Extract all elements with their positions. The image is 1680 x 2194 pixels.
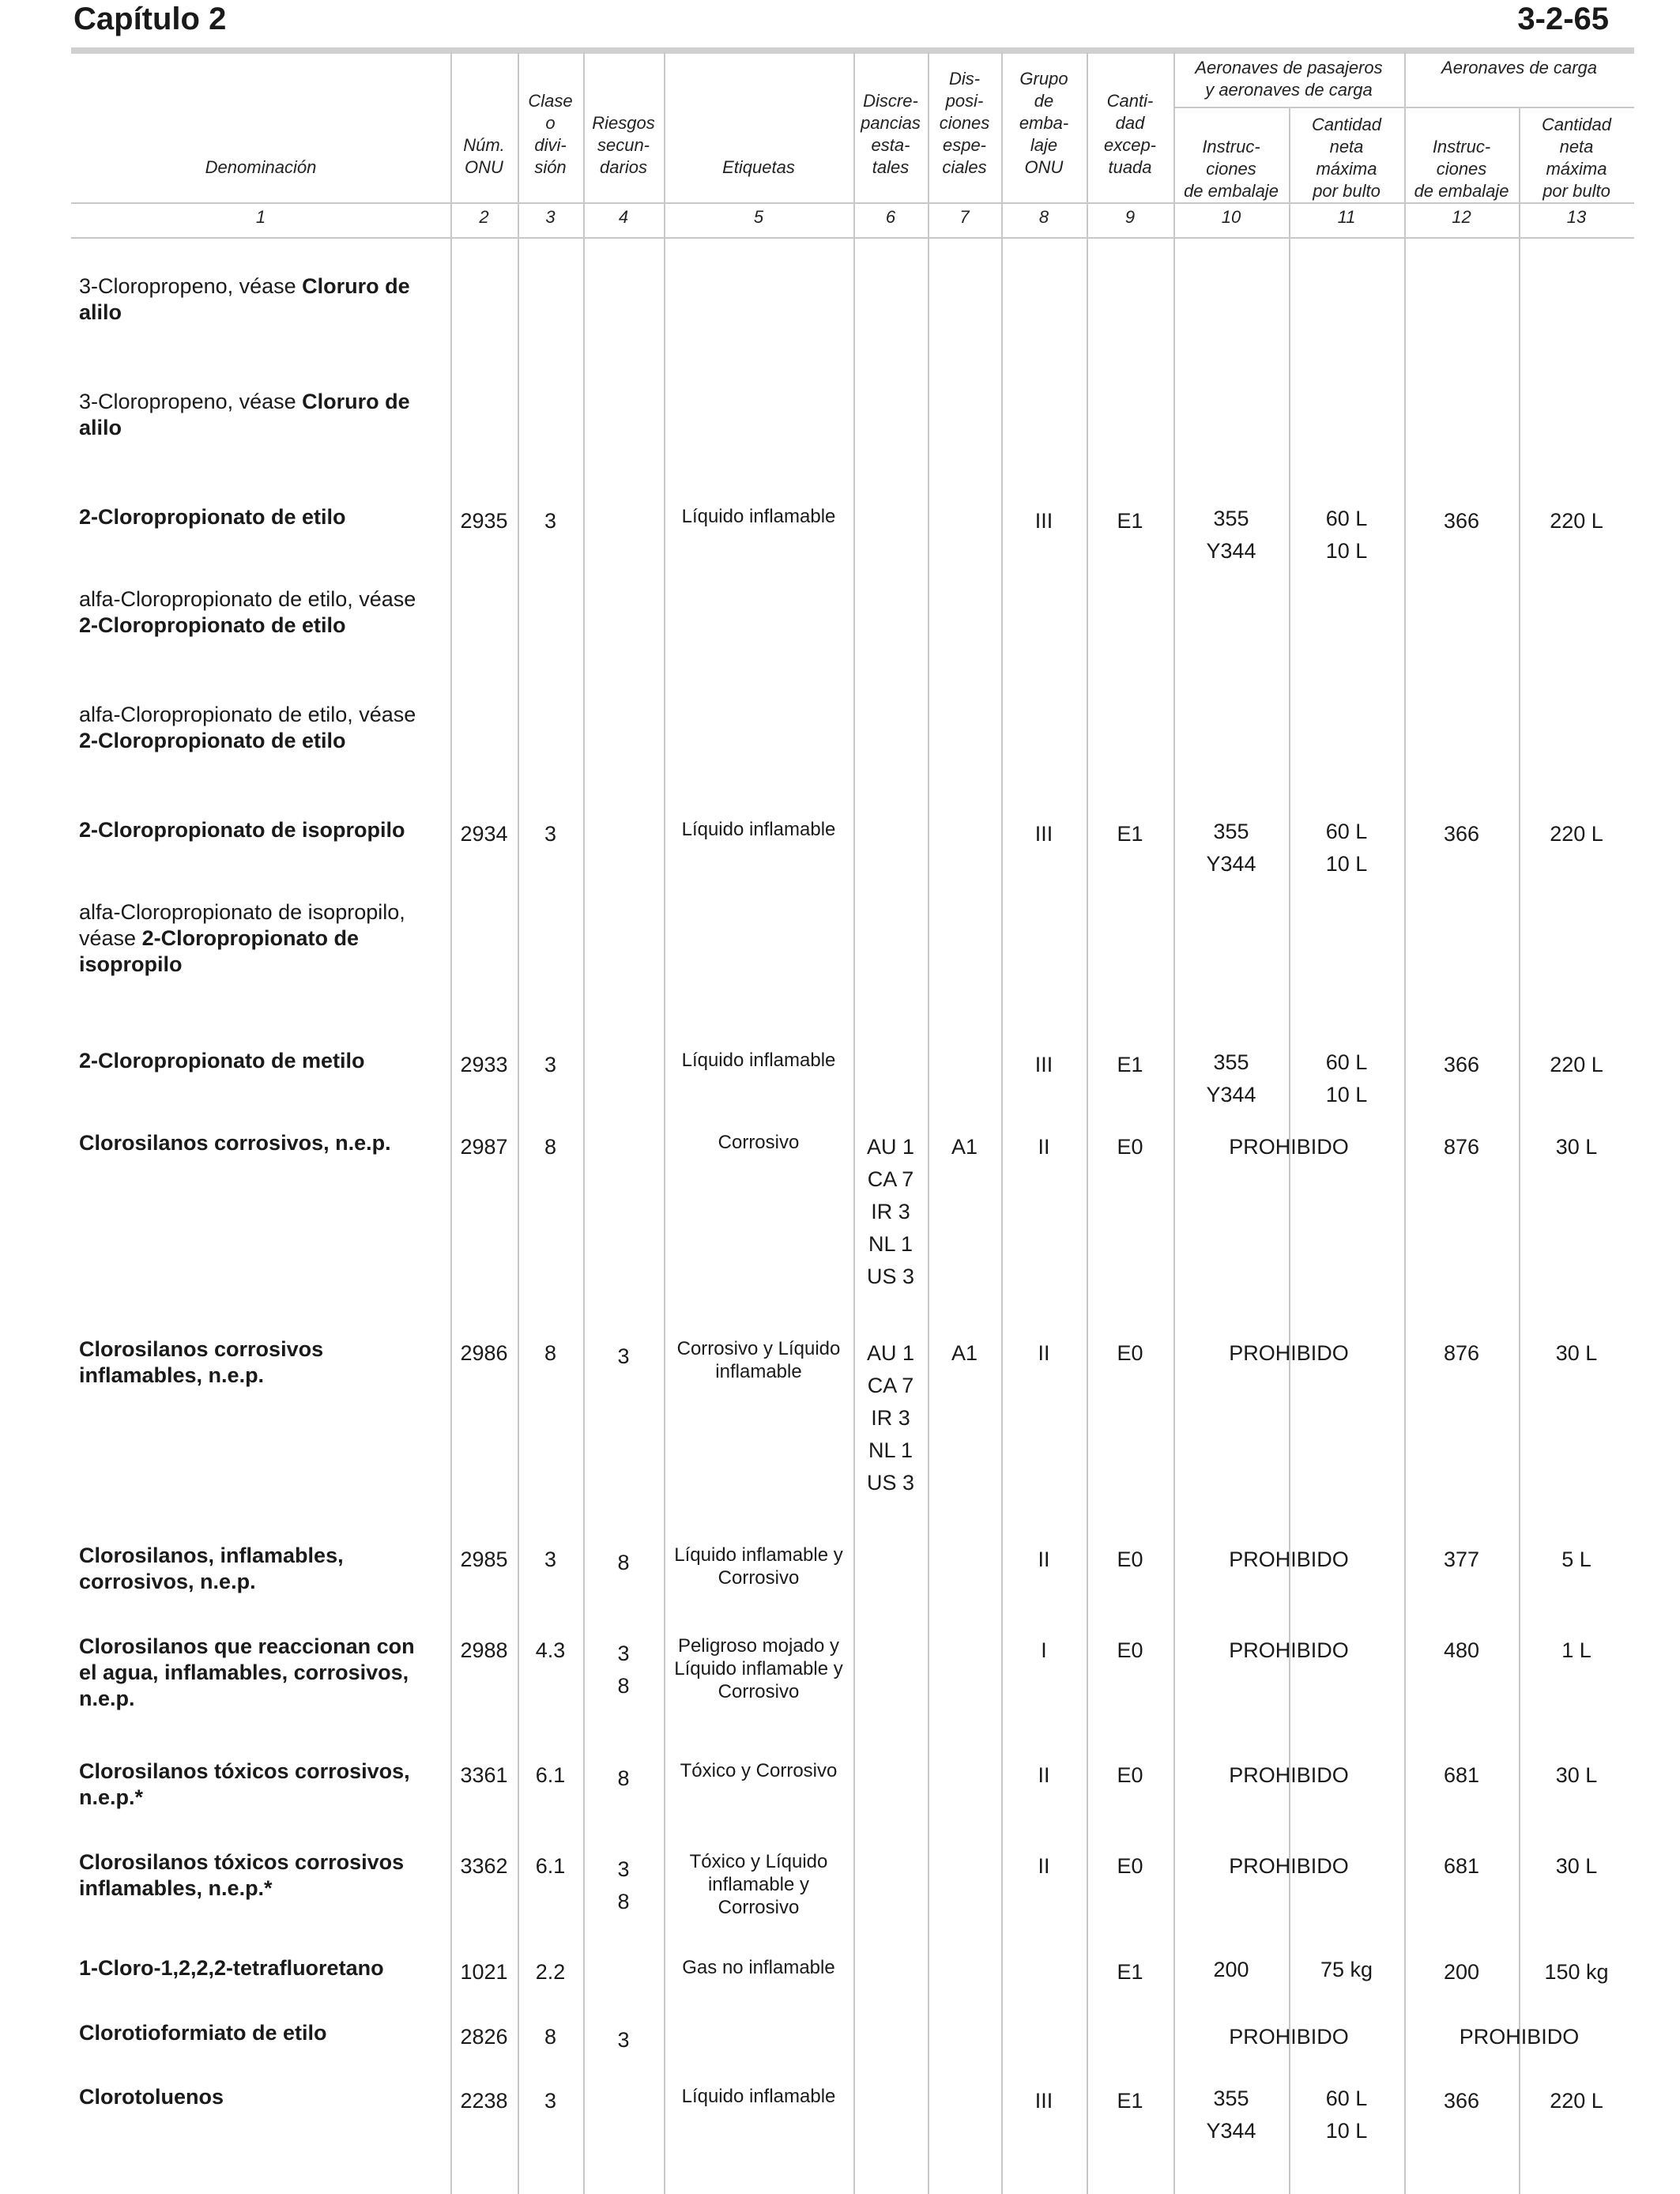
row-exc: E0 [1117, 1341, 1143, 1365]
name-bold: Clorotoluenos [79, 2085, 224, 2109]
row-etiquetas: Líquido inflamable y Corrosivo [674, 1544, 843, 1589]
header-disposiciones: Dis- posi- ciones espe- ciales [939, 69, 990, 177]
row-clase: 2.2 [535, 1960, 566, 1984]
row-cantidad-carga: 220 L [1550, 2089, 1603, 2113]
row-clase: 6.1 [535, 1854, 566, 1878]
row-instrucciones-carga: 366 [1443, 2089, 1480, 2113]
row-instrucciones-carga: 876 [1443, 1135, 1480, 1159]
row-cantidad-carga: 150 kg [1544, 1960, 1609, 1984]
header-cantidad-carga: Cantidad neta máxima por bulto [1541, 115, 1612, 201]
row-exc: E0 [1117, 1135, 1143, 1159]
row-un: 2986 [460, 1341, 508, 1365]
row-etiquetas: Tóxico y Corrosivo [680, 1760, 838, 1781]
row-name [79, 2084, 444, 2110]
row-instrucciones-carga: 366 [1443, 509, 1480, 533]
column-number: 3 [545, 207, 556, 227]
name-bold: 2-Cloropropionato de etilo [79, 613, 346, 637]
name-plain: 3-Cloropropeno, véase [79, 274, 303, 298]
row-instrucciones-carga: 377 [1443, 1547, 1480, 1571]
row-name [79, 389, 444, 441]
row-un: 2988 [460, 1638, 508, 1662]
row-name [79, 273, 444, 326]
header-denominacion: Denominación [205, 157, 317, 177]
row-clase: 6.1 [535, 1763, 566, 1787]
row-name [79, 1759, 444, 1811]
row-etiquetas: Tóxico y Líquido inflamable y Corrosivo [689, 1851, 828, 1918]
column-number: 10 [1221, 207, 1241, 227]
name-plain: alfa-Cloropropionato de isopropilo, véase [79, 900, 405, 950]
row-name [79, 2020, 444, 2046]
row-exc: E0 [1117, 1763, 1143, 1787]
page-number: 3-2-65 [1517, 2, 1609, 36]
row-grupo: II [1038, 1763, 1050, 1787]
row-exc: E0 [1117, 1638, 1143, 1662]
row-pasajeros-prohibido: PROHIBIDO [1229, 1341, 1349, 1365]
row-un: 1021 [460, 1960, 508, 1984]
name-plain: alfa-Cloropropionato de etilo, véase [79, 587, 416, 611]
row-clase: 3 [544, 509, 557, 533]
name-bold: Clorosilanos tóxicos corrosivos, n.e.p.* [79, 1759, 410, 1809]
column-divider [928, 52, 929, 2194]
row-cantidad-carga: 30 L [1555, 1854, 1598, 1878]
row-name [79, 1955, 444, 1981]
row-etiquetas: Corrosivo y Líquido inflamable [676, 1338, 841, 1382]
row-grupo: III [1034, 2089, 1053, 2113]
row-instrucciones-carga: 480 [1443, 1638, 1480, 1662]
row-riesgos: 3 8 [617, 1857, 630, 1913]
row-un: 2985 [460, 1547, 508, 1571]
row-cantidad-pasajeros: 60 L 10 L [1325, 507, 1368, 563]
row-instrucciones-pasajeros: 200 [1213, 1958, 1249, 1981]
row-un: 3361 [460, 1763, 508, 1787]
row-instrucciones-pasajeros: 355 Y344 [1206, 2087, 1256, 2143]
row-clase: 3 [544, 822, 557, 846]
row-exc: E0 [1117, 1547, 1143, 1571]
row-cantidad-carga: 220 L [1550, 509, 1603, 533]
row-name [79, 1336, 444, 1389]
row-grupo: III [1034, 1053, 1053, 1076]
row-etiquetas: Líquido inflamable [681, 1050, 836, 1071]
row-grupo: II [1038, 1854, 1050, 1878]
row-cantidad-carga: 30 L [1555, 1341, 1598, 1365]
header-cantidad-exceptuada: Canti- dad excep- tuada [1103, 91, 1157, 177]
row-pasajeros-prohibido: PROHIBIDO [1229, 1638, 1349, 1662]
row-etiquetas: Gas no inflamable [682, 1957, 835, 1978]
name-bold: Cloruro de alilo [79, 390, 410, 439]
row-grupo: III [1034, 509, 1053, 533]
row-cantidad-pasajeros: 60 L 10 L [1325, 2087, 1368, 2143]
row-cantidad-pasajeros: 60 L 10 L [1325, 1050, 1368, 1106]
row-riesgos: 8 [617, 1766, 630, 1790]
row-riesgos: 3 8 [617, 1642, 630, 1698]
row-riesgos: 8 [617, 1551, 630, 1574]
row-clase: 8 [544, 2025, 557, 2049]
header-cantidad-pasajeros: Cantidad neta máxima por bulto [1311, 115, 1382, 201]
name-bold: 2-Cloropropionato de isopropilo [79, 818, 405, 842]
row-discrepancias: AU 1 CA 7 IR 3 NL 1 US 3 [866, 1135, 915, 1288]
row-name [79, 1634, 444, 1712]
row-exc: E1 [1117, 1960, 1143, 1984]
header-riesgos: Riesgos secun- darios [592, 113, 655, 177]
name-bold: Cloruro de alilo [79, 274, 410, 324]
row-etiquetas: Líquido inflamable [681, 2086, 836, 2107]
row-grupo: III [1034, 822, 1053, 846]
row-pasajeros-prohibido: PROHIBIDO [1229, 1135, 1349, 1159]
row-pasajeros-prohibido: PROHIBIDO [1229, 1763, 1349, 1787]
row-riesgos: 3 [617, 2028, 630, 2052]
name-bold: Clorosilanos que reaccionan con el agua, inflamables, corrosivos, n.e.p. [79, 1634, 415, 1710]
row-carga-prohibido: PROHIBIDO [1459, 2025, 1580, 2049]
row-clase: 8 [544, 1135, 557, 1159]
column-number: 4 [618, 207, 629, 227]
row-cantidad-carga: 30 L [1555, 1763, 1598, 1787]
name-bold: Clorosilanos corrosivos inflamables, n.e.p. [79, 1337, 324, 1387]
row-pasajeros-prohibido: PROHIBIDO [1229, 2025, 1349, 2049]
column-number: 9 [1124, 207, 1136, 227]
row-un: 2987 [460, 1135, 508, 1159]
row-grupo: II [1038, 1547, 1050, 1571]
row-clase: 8 [544, 1341, 557, 1365]
name-bold: Clorosilanos tóxicos corrosivos inflamables, n.e.p.* [79, 1850, 405, 1900]
row-exc: E1 [1117, 509, 1143, 533]
row-cantidad-pasajeros: 75 kg [1320, 1958, 1373, 1981]
row-etiquetas: Peligroso mojado y Líquido inflamable y Corrosivo [674, 1635, 843, 1702]
row-instrucciones-carga: 681 [1443, 1854, 1480, 1878]
row-exc: E1 [1117, 1053, 1143, 1076]
header-pasajeros-group: Aeronaves de pasajeros y aeronaves de carga [1195, 58, 1383, 100]
row-instrucciones-carga: 876 [1443, 1341, 1480, 1365]
header-instrucciones-pasajeros: Instruc- ciones de embalaje [1184, 137, 1279, 201]
column-number: 7 [959, 207, 970, 227]
row-instrucciones-pasajeros: 355 Y344 [1206, 507, 1256, 563]
column-number: 13 [1566, 207, 1587, 227]
name-bold: 2-Cloropropionato de etilo [79, 729, 346, 752]
row-exc: E1 [1117, 822, 1143, 846]
row-instrucciones-carga: 366 [1443, 1053, 1480, 1076]
row-cantidad-carga: 1 L [1561, 1638, 1591, 1662]
row-un: 2935 [460, 509, 508, 533]
row-cantidad-carga: 30 L [1555, 1135, 1598, 1159]
row-cantidad-pasajeros: 60 L 10 L [1325, 820, 1368, 876]
name-plain: alfa-Cloropropionato de etilo, véase [79, 703, 416, 726]
column-number: 11 [1337, 207, 1356, 227]
column-number-rule [71, 237, 1634, 239]
row-clase: 3 [544, 1547, 557, 1571]
row-un: 2826 [460, 2025, 508, 2049]
row-clase: 3 [544, 1053, 557, 1076]
row-instrucciones-pasajeros: 355 Y344 [1206, 820, 1256, 876]
row-grupo: I [1041, 1638, 1047, 1662]
row-name [79, 586, 444, 639]
row-name [79, 899, 444, 978]
row-cantidad-carga: 5 L [1561, 1547, 1591, 1571]
row-etiquetas: Líquido inflamable [681, 819, 836, 840]
header-grupo: Grupo de emba- laje ONU [1019, 69, 1069, 177]
row-pasajeros-prohibido: PROHIBIDO [1229, 1854, 1349, 1878]
name-plain: 3-Cloropropeno, véase [79, 390, 303, 413]
header-num-onu: Núm. ONU [463, 135, 505, 177]
row-name [79, 504, 444, 530]
row-clase: 4.3 [535, 1638, 566, 1662]
row-grupo: II [1038, 1135, 1050, 1159]
name-bold: Clorosilanos, inflamables, corrosivos, n.e.p. [79, 1544, 344, 1593]
row-cantidad-carga: 220 L [1550, 822, 1603, 846]
header-etiquetas: Etiquetas [722, 157, 795, 177]
name-bold: Clorosilanos corrosivos, n.e.p. [79, 1131, 391, 1155]
row-discrepancias: AU 1 CA 7 IR 3 NL 1 US 3 [866, 1341, 915, 1495]
name-bold: Clorotioformiato de etilo [79, 2021, 327, 2045]
header-rule [71, 47, 1634, 54]
row-etiquetas: Corrosivo [718, 1132, 800, 1153]
header-clase: Clase o divi- sión [528, 91, 573, 177]
row-cantidad-carga: 220 L [1550, 1053, 1603, 1076]
column-number: 5 [753, 207, 764, 227]
column-number: 6 [885, 207, 896, 227]
row-name [79, 1130, 444, 1156]
header-discrepancias: Discre- pancias esta- tales [861, 91, 921, 177]
row-pasajeros-prohibido: PROHIBIDO [1229, 1547, 1349, 1571]
header-subgroup-rule [1173, 107, 1634, 108]
row-name [79, 1849, 444, 1902]
row-name [79, 1048, 444, 1074]
row-clase: 3 [544, 2089, 557, 2113]
name-bold: 2-Cloropropionato de metilo [79, 1049, 365, 1072]
column-divider [853, 52, 855, 2194]
row-instrucciones-pasajeros: 355 Y344 [1206, 1050, 1256, 1106]
row-instrucciones-carga: 200 [1443, 1960, 1480, 1984]
row-disp: A1 [951, 1135, 978, 1159]
column-number: 2 [479, 207, 489, 227]
row-un: 2238 [460, 2089, 508, 2113]
row-etiquetas: Líquido inflamable [681, 506, 836, 527]
column-number: 8 [1038, 207, 1049, 227]
row-name [79, 1543, 444, 1595]
row-grupo: II [1038, 1341, 1050, 1365]
row-name [79, 817, 444, 843]
row-exc: E0 [1117, 1854, 1143, 1878]
row-exc: E1 [1117, 2089, 1143, 2113]
name-bold: 2-Cloropropionato de isopropilo [79, 926, 360, 976]
column-number: 1 [255, 207, 266, 227]
row-un: 3362 [460, 1854, 508, 1878]
row-instrucciones-carga: 681 [1443, 1763, 1480, 1787]
row-instrucciones-carga: 366 [1443, 822, 1480, 846]
header-carga-group: Aeronaves de carga [1441, 58, 1597, 77]
row-riesgos: 3 [617, 1344, 630, 1368]
row-un: 2933 [460, 1053, 508, 1076]
column-number: 12 [1452, 207, 1471, 227]
chapter-title: Capítulo 2 [73, 2, 227, 36]
header-bottom-rule [71, 202, 1634, 204]
row-un: 2934 [460, 822, 508, 846]
name-bold: 1-Cloro-1,2,2,2-tetrafluoretano [79, 1956, 384, 1980]
header-instrucciones-carga: Instruc- ciones de embalaje [1414, 137, 1509, 201]
row-name [79, 702, 444, 754]
row-disp: A1 [951, 1341, 978, 1365]
name-bold: 2-Cloropropionato de etilo [79, 505, 346, 529]
